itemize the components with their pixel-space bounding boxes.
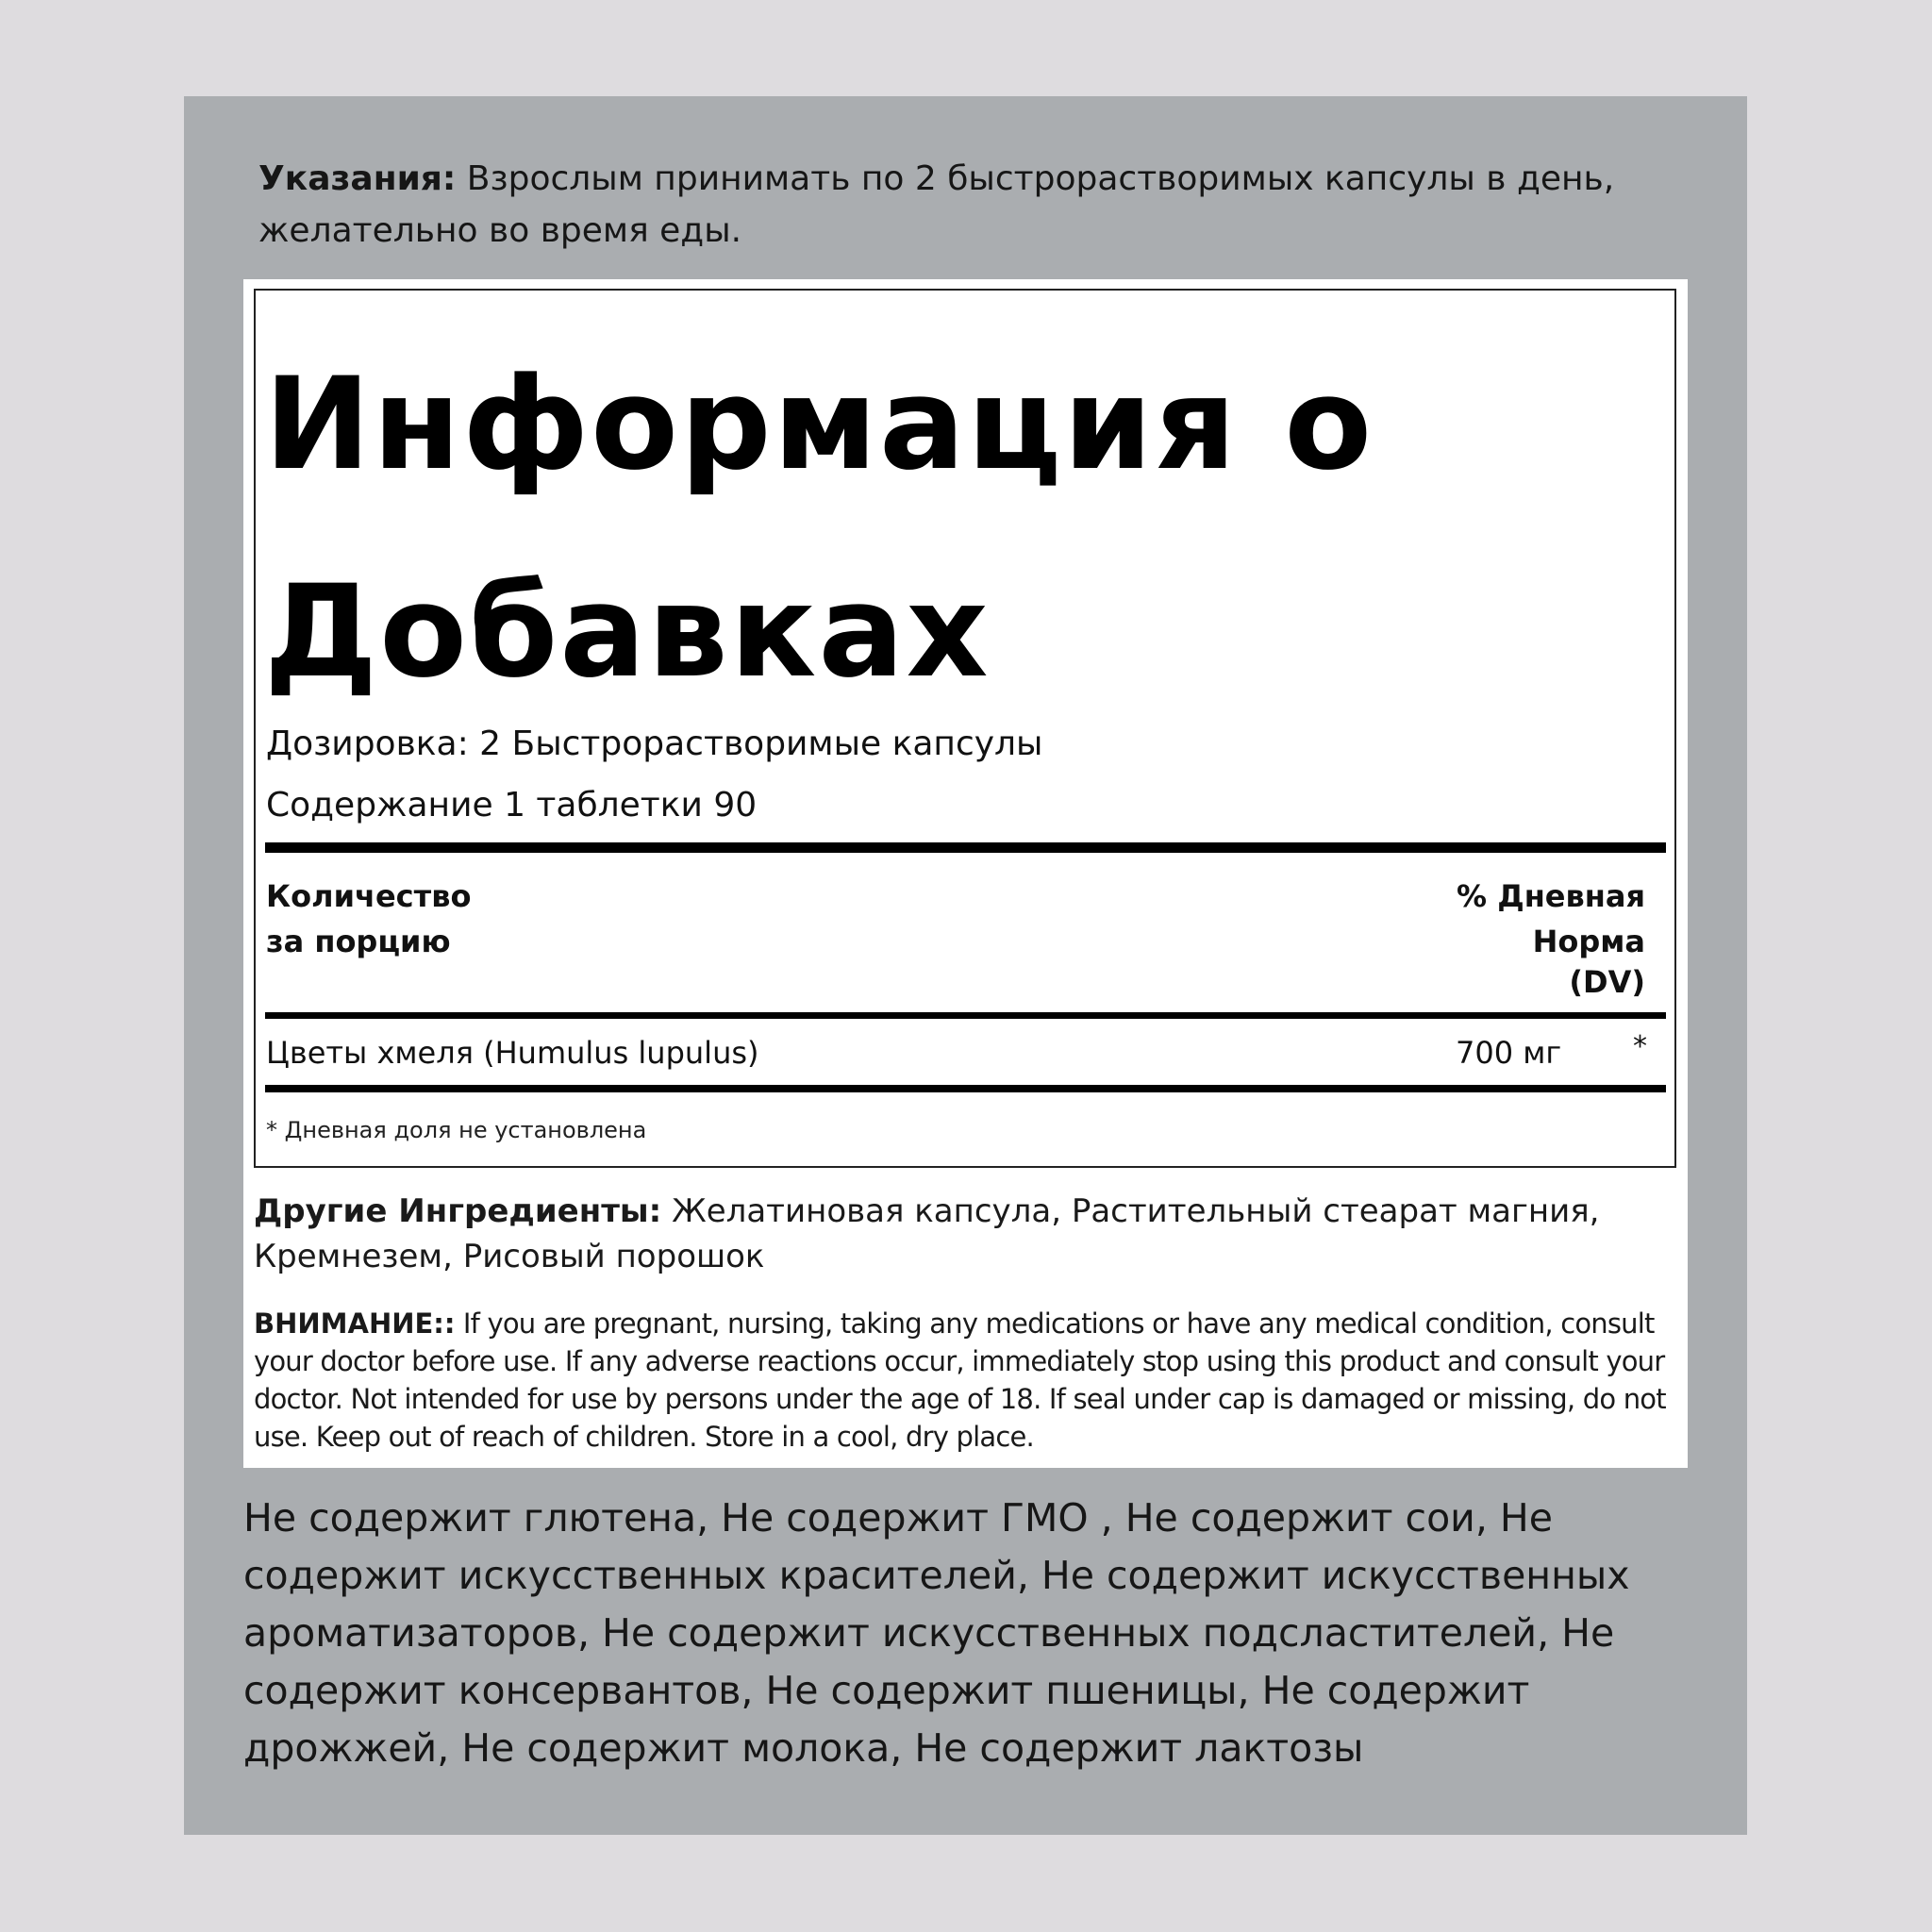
dv-header-text: % Дневная Норма [1456, 878, 1645, 959]
thick-divider [265, 842, 1666, 853]
warning-label: ВНИМАНИЕ:: [254, 1307, 456, 1340]
supplement-facts-title: Информация о Добавках [264, 350, 1374, 706]
directions-body: Взрослым принимать по 2 быстрорастворимых капсулы в день, желательно во время еды. [258, 159, 1615, 250]
amount-per-serving-header [266, 874, 483, 964]
other-ingredients-label: Другие Ингредиенты: [254, 1192, 662, 1230]
free-from-statement: Не содержит глютена, Не содержит ГМО , Не содержит сои, Не содержит искусственных красителей, Не содержит искусственных ароматизаторов, Не содержит искусственных подсластителей, Не содержит консервантов, Не содержит пшеницы, Не содержит дрожжей, Не содержит молока, Не содержит лактозы [243, 1495, 1630, 1771]
ingredient-dv: * [1633, 1030, 1647, 1063]
serving-size: Дозировка: 2 Быстрорастворимые капсулы [266, 724, 1043, 763]
servings-per-container: Содержание 1 таблетки 90 [266, 786, 758, 824]
dv-footnote: * Дневная доля не установлена [266, 1117, 647, 1143]
directions-label: Указания: [258, 159, 457, 198]
daily-value-header [1400, 874, 1645, 1000]
bottom-divider [265, 1085, 1666, 1092]
other-ingredients [254, 1189, 1669, 1279]
other-ingredients-body: Желатиновая капсула, Растительный стеарат магния, Кремнезем, Рисовый порошок [254, 1192, 1600, 1275]
amount-header-text: Количество за порцию [266, 878, 472, 959]
ingredient-name: Цветы хмеля (Humulus lupulus) [266, 1035, 759, 1071]
directions-text [258, 153, 1636, 257]
dv-abbrev: (DV) [1569, 964, 1645, 1000]
warning-text [254, 1305, 1678, 1456]
warning-body: If you are pregnant, nursing, taking any medications or have any medical condition, consult your doctor before use. If any adverse reactions occur, immediately stop using this product and consult your doctor. Not intended for use by persons under the age of 18. If seal under cap is damaged or missing, do not use. Keep out of reach of children. Store in a cool, dry place. [254, 1307, 1666, 1453]
header-divider [265, 1012, 1666, 1019]
ingredient-amount: 700 мг [1456, 1035, 1562, 1071]
